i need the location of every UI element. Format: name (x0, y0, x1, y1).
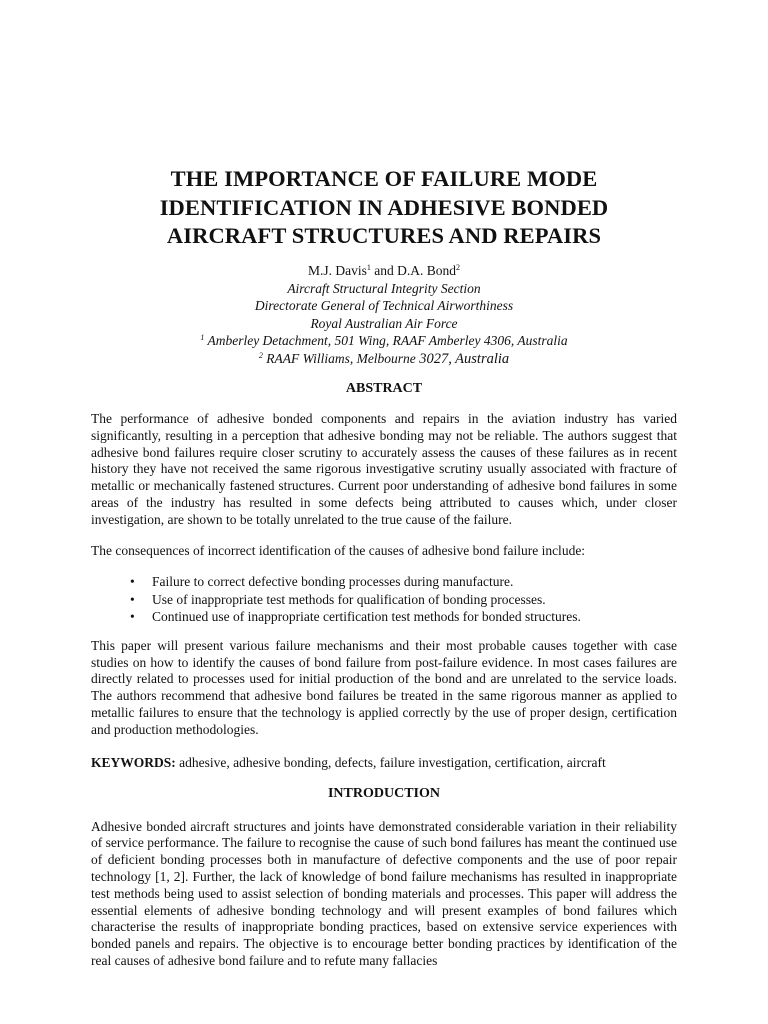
paper-body (91, 165, 677, 970)
author-affiliation-marker: 1 (366, 262, 371, 272)
affiliation-line-1 (91, 332, 677, 350)
affiliation-address-tail: 3027, Australia (419, 350, 510, 367)
affiliation-address: RAAF Williams, Melbourne (262, 350, 420, 366)
abstract-paragraph: The consequences of incorrect identification of the causes of adhesive bond failure include: (91, 542, 586, 558)
introduction-paragraph: Adhesive bonded aircraft structures and joints have demonstrated considerable variation in their reliability of service performance. The failure to recognise the cause of such bond failures has meant the continued use of deficient bonding processes both in manufacture of defective components and the use of poor repair technology [1, 2]. Further, the lack of knowledge of bond failure mechanisms has resulted in inappropriate test methods being used to assist selection of bonding materials and processes. This paper will address the essential elements of adhesive bonding technology and will present examples of bond failures which characterise the results of inappropriate bonding practices, based on extensive service experiences with bonded panels and repairs. The objective is to encourage better bonding practices by identification of the real causes of adhesive bond failure and to refute many fallacies (91, 818, 677, 969)
affiliation-address: Amberley Detachment, 501 Wing, RAAF Amberley 4306, Australia (204, 333, 568, 348)
affiliation-marker: 2 (258, 350, 263, 360)
author-name: M.J. Davis (307, 262, 367, 278)
list-item-text: Failure to correct defective bonding processes during manufacture. (152, 574, 514, 590)
list-item-text: Continued use of inappropriate certification test methods for bonded structures. (152, 609, 581, 625)
title-line: THE IMPORTANCE OF FAILURE MODE (170, 166, 598, 191)
author-conjunction: and (370, 262, 398, 278)
title-line: AIRCRAFT STRUCTURES AND REPAIRS (166, 223, 602, 248)
list-item-text: Use of inappropriate test methods for qualification of bonding processes. (152, 591, 546, 607)
title-line: IDENTIFICATION IN ADHESIVE BONDED (159, 194, 609, 220)
affiliation-line: Aircraft Structural Integrity Section (287, 280, 481, 296)
bullet-icon: • (130, 574, 135, 590)
affiliation-line-2 (91, 350, 677, 369)
abstract-heading: ABSTRACT (345, 381, 423, 396)
bullet-icon: • (130, 609, 135, 625)
keywords-text: adhesive, adhesive bonding, defects, failure investigation, certification, aircraft (175, 754, 606, 770)
list-item (91, 608, 677, 626)
affiliation-line: Directorate General of Technical Airworthiness (254, 298, 514, 313)
paper-title (91, 165, 677, 251)
abstract-paragraph: This paper will present various failure mechanisms and their most probable causes together with case studies on how to identify the causes of bond failure from post-failure evidence. In most cases failures are directly related to processes used for initial production of the bond and are unrelated to the service loads. The authors recommend that adhesive bond failures be treated in the same rigorous manner as applied to metallic failures to ensure that the technology is applied correctly by the use of proper design, certification and production methodologies. (91, 637, 677, 737)
keywords-line (91, 754, 677, 771)
author-name: D.A. Bond (397, 262, 457, 278)
list-item (91, 591, 677, 609)
author-line (91, 262, 677, 280)
affiliation-line: Royal Australian Air Force (310, 315, 458, 331)
keywords-label: KEYWORDS: (91, 754, 176, 770)
affiliation-marker: 1 (200, 333, 205, 342)
list-item (91, 573, 677, 591)
consequence-list (91, 573, 677, 626)
introduction-heading: INTRODUCTION (327, 785, 440, 801)
author-affiliation-marker: 2 (456, 262, 461, 272)
abstract-paragraph: The performance of adhesive bonded components and repairs in the aviation industry has varied significantly, resulting in a perception that adhesive bonding may not be reliable. The authors suggest that adhesive bond failures require closer scrutiny to accurately assess the causes of these failures as in recent history they have not received the same rigorous investigative scrutiny usually associated with fracture of metallic or mechanically fastened structures. Current poor understanding of adhesive bond failures in some areas of the industry has resulted in some defects being attributed to causes which, under closer investigation, are shown to be totally unrelated to the true cause of the failure. (91, 411, 677, 527)
bullet-icon: • (130, 591, 135, 607)
affiliation-block (91, 280, 677, 369)
